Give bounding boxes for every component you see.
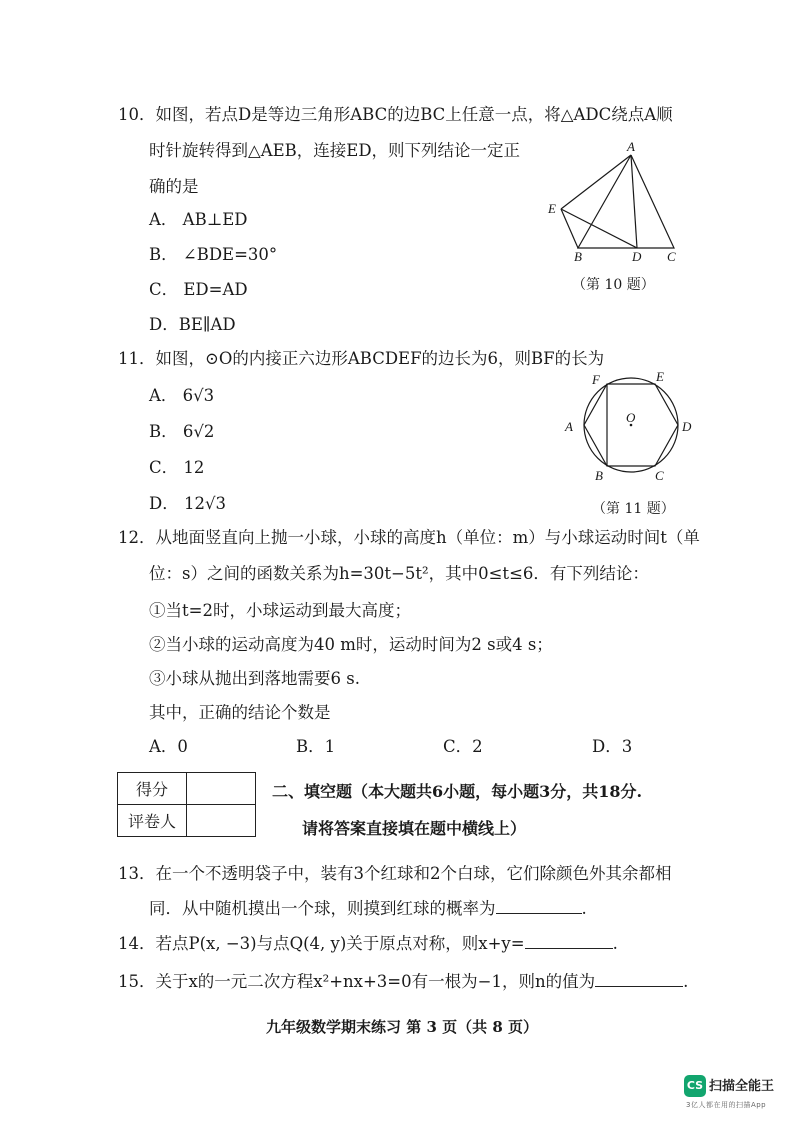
q14-answer-blank[interactable] [525, 934, 613, 949]
q10-option-d: D．BE∥AD [149, 315, 236, 334]
grade-table [117, 772, 256, 837]
q13-answer-blank[interactable] [496, 899, 582, 914]
q12-conclusion-2: ②当小球的运动高度为40 m时，运动时间为2 s或4 s； [149, 635, 553, 654]
q10-line1: 10．如图，若点D是等边三角形ABC的边BC上任意一点，将△ADC绕点A顺 [118, 105, 673, 124]
segment-ad [631, 155, 637, 248]
q10-line3: 确的是 [149, 177, 199, 196]
q12-line2: 位：s）之间的函数关系为h=30t−5t²，其中0≤t≤6．有下列结论： [149, 564, 649, 583]
label-c: C [667, 249, 676, 264]
segment-ed [561, 209, 637, 248]
label-b: B [595, 468, 603, 483]
q10-figure [540, 140, 690, 265]
q11-option-b: B． 6√2 [149, 422, 215, 441]
label-a: A [627, 140, 635, 154]
q10-caption: （第 10 题） [572, 277, 655, 293]
label-d: D [632, 249, 642, 264]
q10-option-c: C． ED=AD [149, 280, 248, 299]
grader-label: 评卷人 [118, 805, 187, 837]
label-o: O [626, 410, 636, 425]
label-f: F [592, 372, 600, 387]
q12-option-d: D．3 [592, 737, 633, 756]
camscanner-name: 扫描全能王 [709, 1079, 775, 1094]
label-c: C [655, 468, 664, 483]
q12-conclusion-1: ①当t=2时，小球运动到最大高度； [149, 601, 411, 620]
label-d: D [682, 419, 692, 434]
camscanner-tagline: 3亿人都在用的扫描App [686, 1101, 767, 1109]
q11-figure [558, 366, 698, 491]
label-b: B [574, 249, 582, 264]
q10-line2: 时针旋转得到△AEB，连接ED，则下列结论一定正 [149, 141, 521, 160]
q12-ask: 其中，正确的结论个数是 [149, 703, 331, 722]
q11-option-c: C． 12 [149, 458, 205, 477]
q14-line: 14．若点P(x, −3)与点Q(4, y)关于原点对称，则x+y= . [118, 934, 618, 953]
q15-answer-blank[interactable] [595, 972, 683, 987]
section2-title: 二、填空题（本大题共6小题，每小题3分，共18分. [272, 782, 643, 801]
q12-option-b: B．1 [296, 737, 336, 756]
q13-line2: 同．从中随机摸出一个球，则摸到红球的概率为 . [149, 899, 587, 918]
score-label: 得分 [118, 773, 187, 805]
q11-caption: （第 11 题） [592, 501, 675, 517]
q13-line1: 13．在一个不透明袋子中，装有3个红球和2个白球，它们除颜色外其余都相 [118, 864, 672, 883]
q10-option-b: B． ∠BDE=30° [149, 245, 278, 264]
grader-cell [187, 805, 256, 837]
camscanner-logo-icon: CS [684, 1075, 706, 1097]
q11-option-a: A． 6√3 [149, 386, 215, 405]
q15-line: 15．关于x的一元二次方程x²+nx+3=0有一根为−1，则n的值为 . [118, 972, 689, 991]
triangle-abc [578, 155, 674, 248]
q10-option-a: A． AB⊥ED [149, 210, 248, 229]
q11-option-d: D． 12√3 [149, 494, 226, 513]
label-e: E [548, 201, 556, 216]
segment-ae [561, 155, 631, 209]
segment-eb [561, 209, 578, 248]
q12-option-c: C．2 [443, 737, 483, 756]
label-a: A [565, 419, 573, 434]
q11-line1: 11．如图，⊙O的内接正六边形ABCDEF的边长为6，则BF的长为 [118, 349, 605, 368]
q12-line1: 12．从地面竖直向上抛一小球，小球的高度h（单位：m）与小球运动时间t（单 [118, 528, 700, 547]
q12-option-a: A．0 [149, 737, 188, 756]
q12-conclusion-3: ③小球从抛出到落地需要6 s. [149, 669, 360, 688]
score-cell [187, 773, 256, 805]
section2-subtitle: 请将答案直接填在题中横线上） [302, 819, 527, 838]
label-e: E [656, 369, 664, 384]
page-footer: 九年级数学期末练习 第 3 页（共 8 页） [266, 1018, 538, 1036]
